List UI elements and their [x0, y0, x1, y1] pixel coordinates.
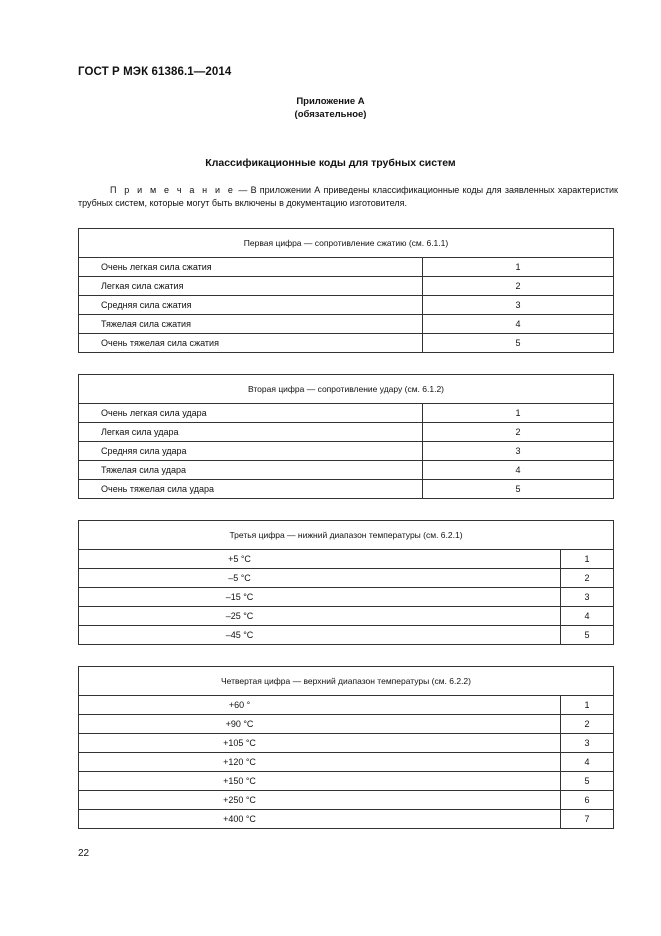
note-prefix: П р и м е ч а н и е [110, 185, 236, 195]
row-label: +400 °C [79, 810, 561, 829]
row-code: 1 [561, 550, 614, 569]
row-label: +120 °C [79, 753, 561, 772]
row-code: 3 [423, 296, 614, 315]
row-label: Тяжелая сила удара [79, 461, 423, 480]
row-code: 4 [423, 315, 614, 334]
row-label: +150 °C [79, 772, 561, 791]
row-code: 4 [561, 753, 614, 772]
row-code: 2 [423, 277, 614, 296]
row-code: 5 [561, 626, 614, 645]
row-code: 1 [561, 696, 614, 715]
row-label: Очень тяжелая сила сжатия [79, 334, 423, 353]
table-heading: Вторая цифра — сопротивление удару (см. 6.1.2) [79, 375, 614, 404]
table-row [79, 626, 614, 645]
table-row [79, 734, 614, 753]
table-row [79, 442, 614, 461]
row-code: 1 [423, 258, 614, 277]
row-label: Средняя сила удара [79, 442, 423, 461]
table-row [79, 791, 614, 810]
row-code: 3 [561, 734, 614, 753]
row-code: 1 [423, 404, 614, 423]
table-row [79, 296, 614, 315]
row-label: Легкая сила сжатия [79, 277, 423, 296]
table-row [79, 423, 614, 442]
row-code: 5 [561, 772, 614, 791]
table-row [79, 461, 614, 480]
table-heading: Третья цифра — нижний диапазон температуры (см. 6.2.1) [79, 521, 614, 550]
table-upper-temperature [78, 666, 614, 829]
table-heading: Четвертая цифра — верхний диапазон температуры (см. 6.2.2) [79, 667, 614, 696]
page-number: 22 [78, 848, 90, 859]
row-label: Очень легкая сила удара [79, 404, 423, 423]
table-row [79, 715, 614, 734]
row-code: 6 [561, 791, 614, 810]
row-label: –45 °C [79, 626, 561, 645]
table-row [79, 315, 614, 334]
row-label: –5 °C [79, 569, 561, 588]
row-code: 4 [423, 461, 614, 480]
row-label: +60 ° [79, 696, 561, 715]
table-heading: Первая цифра — сопротивление сжатию (см. 6.1.1) [79, 229, 614, 258]
table-row [79, 404, 614, 423]
table-row [79, 607, 614, 626]
row-label: Легкая сила удара [79, 423, 423, 442]
table-row [79, 277, 614, 296]
row-label: –25 °C [79, 607, 561, 626]
row-label: Тяжелая сила сжатия [79, 315, 423, 334]
table-row [79, 569, 614, 588]
table-row [79, 772, 614, 791]
table-row [79, 334, 614, 353]
table-lower-temperature [78, 520, 614, 645]
row-label: +105 °C [79, 734, 561, 753]
appendix-label: Приложение А [296, 96, 365, 107]
row-code: 7 [561, 810, 614, 829]
row-code: 5 [423, 480, 614, 499]
table-row [79, 258, 614, 277]
row-label: Средняя сила сжатия [79, 296, 423, 315]
row-label: +5 °C [79, 550, 561, 569]
row-code: 2 [561, 715, 614, 734]
table-row [79, 588, 614, 607]
table-row [79, 696, 614, 715]
row-label: Очень тяжелая сила удара [79, 480, 423, 499]
note-text: — В приложении А приведены классификационные коды для заявленных характеристик трубных систем, которые могут быть включены в документацию изготовителя. [78, 185, 618, 208]
row-code: 5 [423, 334, 614, 353]
row-code: 2 [561, 569, 614, 588]
table-row [79, 550, 614, 569]
row-label: +250 °C [79, 791, 561, 810]
note-paragraph [78, 184, 618, 210]
row-code: 3 [561, 588, 614, 607]
table-row [79, 480, 614, 499]
row-label: –15 °C [79, 588, 561, 607]
table-row [79, 810, 614, 829]
document-header: ГОСТ Р МЭК 61386.1—2014 [78, 66, 232, 78]
row-code: 2 [423, 423, 614, 442]
row-label: +90 °C [79, 715, 561, 734]
appendix-type: (обязательное) [294, 109, 367, 120]
row-label: Очень легкая сила сжатия [79, 258, 423, 277]
page-title: Классификационные коды для трубных систем [205, 157, 456, 169]
table-compression [78, 228, 614, 353]
table-row [79, 753, 614, 772]
row-code: 4 [561, 607, 614, 626]
row-code: 3 [423, 442, 614, 461]
table-impact [78, 374, 614, 499]
